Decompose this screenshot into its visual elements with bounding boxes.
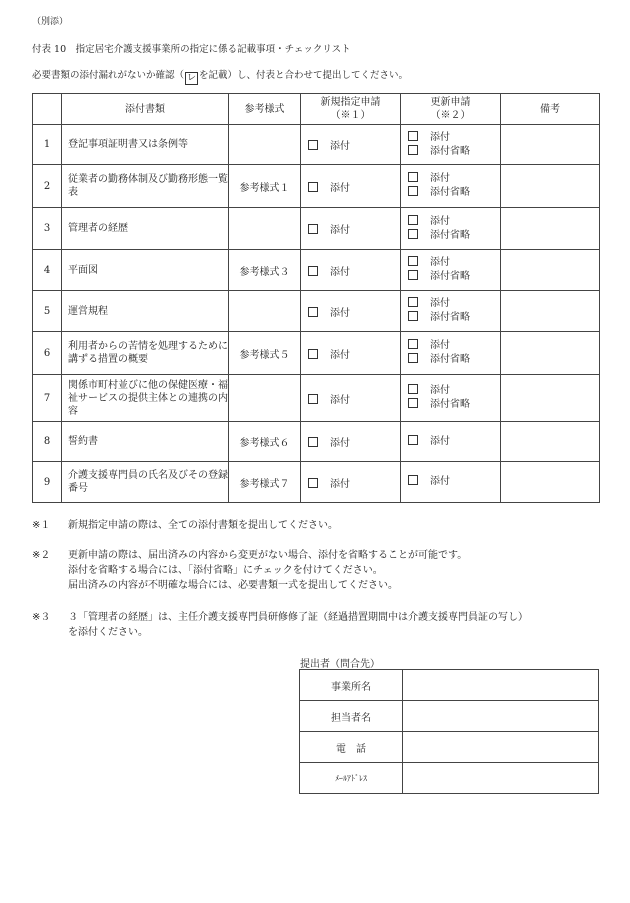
checkbox[interactable] — [308, 307, 318, 317]
new-application-cell[interactable] — [301, 462, 401, 503]
table-row — [33, 462, 600, 503]
document-name: 関係市町村並びに他の保健医療・福祉サービスの提供主体との連携の内容 — [62, 375, 229, 422]
reference-style: 参考様式６ — [229, 422, 301, 462]
checkbox[interactable] — [408, 353, 418, 363]
remarks-cell[interactable] — [501, 291, 600, 332]
new-attach-label: 添付 — [330, 478, 350, 490]
submitter-field-value[interactable] — [403, 763, 599, 794]
table-row — [33, 125, 600, 165]
new-attach-label: 添付 — [330, 307, 350, 319]
submitter-label: 提出者（問合先） — [300, 659, 380, 670]
table-row — [33, 208, 600, 250]
row-number: 2 — [33, 165, 62, 208]
instruction-before: 必要書類の添付漏れがないか確認（ — [32, 70, 185, 81]
document-name: 介護支援専門員の氏名及びその登録番号 — [62, 462, 229, 503]
renew-option[interactable] — [408, 435, 500, 449]
reference-style — [229, 291, 301, 332]
renew-option[interactable] — [408, 172, 500, 186]
table-row — [33, 165, 600, 208]
row-number: 5 — [33, 291, 62, 332]
checkbox[interactable] — [308, 349, 318, 359]
submitter-table — [299, 669, 599, 794]
new-application-cell[interactable] — [301, 125, 401, 165]
remarks-cell[interactable] — [501, 208, 600, 250]
renew-option-label: 添付 — [430, 131, 450, 143]
remarks-cell[interactable] — [501, 462, 600, 503]
submitter-field-value[interactable] — [403, 732, 599, 763]
new-application-cell[interactable] — [301, 208, 401, 250]
checkbox[interactable] — [408, 186, 418, 196]
table-row — [33, 250, 600, 291]
checkbox[interactable] — [408, 172, 418, 182]
renewal-cell[interactable] — [401, 250, 501, 291]
header-renew — [401, 94, 501, 125]
renewal-cell[interactable] — [401, 208, 501, 250]
new-attach-label: 添付 — [330, 182, 350, 194]
reference-style — [229, 208, 301, 250]
table-row — [33, 422, 600, 462]
note-line: 更新申請の際は、届出済みの内容から変更がない場合、添付を省略することが可能です。 — [68, 550, 468, 561]
renew-option-label: 添付 — [430, 340, 450, 351]
new-application-cell[interactable] — [301, 250, 401, 291]
renew-option[interactable] — [408, 229, 500, 243]
header-style: 参考様式 — [229, 94, 301, 125]
renewal-cell[interactable] — [401, 291, 501, 332]
checkbox[interactable] — [408, 384, 418, 394]
renew-option[interactable] — [408, 339, 500, 353]
checkbox[interactable] — [408, 131, 418, 141]
renewal-cell[interactable] — [401, 422, 501, 462]
submitter-field-label: 事業所名 — [300, 670, 403, 701]
remarks-cell[interactable] — [501, 125, 600, 165]
renew-option[interactable] — [408, 131, 500, 145]
checkbox[interactable] — [308, 224, 318, 234]
renew-option[interactable] — [408, 186, 500, 200]
renew-option-label: 添付 — [430, 435, 450, 447]
renew-option[interactable] — [408, 215, 500, 229]
row-number: 4 — [33, 250, 62, 291]
note-line: 新規指定申請の際は、全ての添付書類を提出してください。 — [68, 520, 338, 531]
note-line: を添付ください。 — [68, 627, 148, 638]
note-body — [68, 548, 613, 593]
checkbox[interactable] — [308, 394, 318, 404]
checklist-table — [32, 93, 600, 503]
renew-option-label: 添付省略 — [430, 229, 470, 241]
note-mark: ※１ — [32, 520, 51, 531]
checkbox[interactable] — [308, 478, 318, 488]
reference-style: 参考様式１ — [229, 165, 301, 208]
note — [32, 518, 613, 533]
submitter-field-value[interactable] — [403, 670, 599, 701]
new-application-cell[interactable] — [301, 291, 401, 332]
document-name: 従業者の勤務体制及び勤務形態一覧表 — [62, 165, 229, 208]
header-row — [33, 94, 600, 125]
note-line: 届出済みの内容が不明確な場合には、必要書類一式を提出してください。 — [68, 580, 398, 591]
submitter-field-label: ﾒｰﾙｱﾄﾞﾚｽ — [300, 763, 403, 794]
row-number: 8 — [33, 422, 62, 462]
checkbox[interactable] — [408, 145, 418, 155]
checkbox[interactable] — [308, 140, 318, 150]
new-attach-label: 添付 — [330, 225, 350, 236]
renew-option[interactable] — [408, 398, 500, 412]
document-name: 誓約書 — [62, 422, 229, 462]
submitter-row — [300, 732, 599, 763]
renewal-cell[interactable] — [401, 165, 501, 208]
renew-option[interactable] — [408, 311, 500, 325]
submitter-field-label: 電 話 — [300, 732, 403, 763]
reference-style — [229, 125, 301, 165]
row-number: 3 — [33, 208, 62, 250]
new-application-cell[interactable] — [301, 165, 401, 208]
renew-option-label: 添付省略 — [430, 354, 470, 365]
reference-style: 参考様式３ — [229, 250, 301, 291]
renew-option-label: 添付省略 — [430, 312, 470, 323]
header-new-line2: （※１） — [330, 110, 371, 121]
header-remarks: 備考 — [501, 94, 600, 125]
new-attach-label: 添付 — [330, 349, 350, 361]
renew-option[interactable] — [408, 145, 500, 159]
new-attach-label: 添付 — [330, 266, 350, 278]
row-number: 7 — [33, 375, 62, 422]
renew-option[interactable] — [408, 353, 500, 367]
checkbox[interactable] — [308, 182, 318, 192]
instruction-text — [32, 67, 408, 85]
header-new-line1: 新規指定申請 — [320, 97, 381, 108]
document-name: 利用者からの苦情を処理するために講ずる措置の概要 — [62, 332, 229, 375]
table-row — [33, 375, 600, 422]
note-mark: ※３ — [32, 612, 51, 623]
note-line: 添付を省略する場合には、「添付省略」にチェックを付けてください。 — [68, 565, 383, 576]
new-application-cell[interactable] — [301, 332, 401, 375]
header-renew-line1: 更新申請 — [430, 97, 471, 108]
renew-option[interactable] — [408, 270, 500, 284]
checkbox[interactable] — [308, 437, 318, 447]
renew-option[interactable] — [408, 384, 500, 398]
reference-style: 参考様式５ — [229, 332, 301, 375]
note — [32, 610, 613, 640]
checkbox[interactable] — [408, 398, 418, 408]
remarks-cell[interactable] — [501, 165, 600, 208]
new-attach-label: 添付 — [330, 438, 350, 449]
submitter-row — [300, 701, 599, 732]
submitter-field-label: 担当者名 — [300, 701, 403, 732]
renew-option[interactable] — [408, 297, 500, 311]
checkbox[interactable] — [408, 339, 418, 349]
header-docs: 添付書類 — [62, 94, 229, 125]
checkbox[interactable] — [308, 266, 318, 276]
renewal-cell[interactable] — [401, 332, 501, 375]
header-renew-line2: （※２） — [430, 110, 471, 121]
renew-option-label: 添付省略 — [430, 187, 470, 198]
row-number: 9 — [33, 462, 62, 503]
checkbox[interactable] — [408, 311, 418, 321]
renew-option-label: 添付省略 — [430, 271, 470, 282]
renew-option[interactable] — [408, 475, 500, 489]
renew-option-label: 添付 — [430, 215, 450, 227]
reference-style: 参考様式７ — [229, 462, 301, 503]
instruction-after: を記載）し、付表と合わせて提出してください。 — [199, 70, 409, 81]
checkbox[interactable] — [408, 270, 418, 280]
renew-option-label: 添付 — [430, 298, 450, 309]
note-body — [68, 518, 613, 533]
checkmark-sample: レ — [187, 73, 197, 83]
new-attach-label: 添付 — [330, 394, 350, 406]
renewal-cell[interactable] — [401, 125, 501, 165]
renew-option-label: 添付省略 — [430, 399, 470, 410]
reference-style — [229, 375, 301, 422]
renew-option-label: 添付 — [430, 385, 450, 396]
submitter-field-value[interactable] — [403, 701, 599, 732]
checkbox[interactable] — [408, 475, 418, 485]
header-no — [33, 94, 62, 125]
remarks-cell[interactable] — [501, 332, 600, 375]
remarks-cell[interactable] — [501, 375, 600, 422]
checkbox[interactable] — [408, 215, 418, 225]
document-name: 登記事項証明書又は条例等 — [62, 125, 229, 165]
checkbox[interactable] — [408, 297, 418, 307]
header-new — [301, 94, 401, 125]
note-mark: ※２ — [32, 550, 51, 561]
renewal-cell[interactable] — [401, 375, 501, 422]
submitter-row — [300, 670, 599, 701]
table-row — [33, 332, 600, 375]
page-title: 付表 10 指定居宅介護支援事業所の指定に係る記載事項・チェックリスト — [32, 44, 351, 55]
document-name: 平面図 — [62, 250, 229, 291]
remarks-cell[interactable] — [501, 422, 600, 462]
checkbox[interactable] — [408, 256, 418, 266]
document-name: 管理者の経歴 — [62, 208, 229, 250]
submitter-row — [300, 763, 599, 794]
renew-option-label: 添付 — [430, 173, 450, 184]
renew-option-label: 添付 — [430, 476, 450, 487]
renew-option[interactable] — [408, 256, 500, 270]
attachment-tag: （別添） — [32, 17, 69, 27]
new-application-cell[interactable] — [301, 422, 401, 462]
renewal-cell[interactable] — [401, 462, 501, 503]
document-name: 運営規程 — [62, 291, 229, 332]
checkbox[interactable] — [408, 229, 418, 239]
note-line: ３「管理者の経歴」は、主任介護支援専門員研修修了証（経過措置期間中は介護支援専門員証の写し） — [68, 612, 528, 623]
new-attach-label: 添付 — [330, 141, 350, 152]
row-number: 1 — [33, 125, 62, 165]
new-application-cell[interactable] — [301, 375, 401, 422]
renew-option-label: 添付 — [430, 257, 450, 268]
note — [32, 548, 613, 593]
row-number: 6 — [33, 332, 62, 375]
table-row — [33, 291, 600, 332]
remarks-cell[interactable] — [501, 250, 600, 291]
note-body — [68, 610, 613, 640]
checkbox[interactable] — [408, 435, 418, 445]
renew-option-label: 添付省略 — [430, 145, 470, 157]
